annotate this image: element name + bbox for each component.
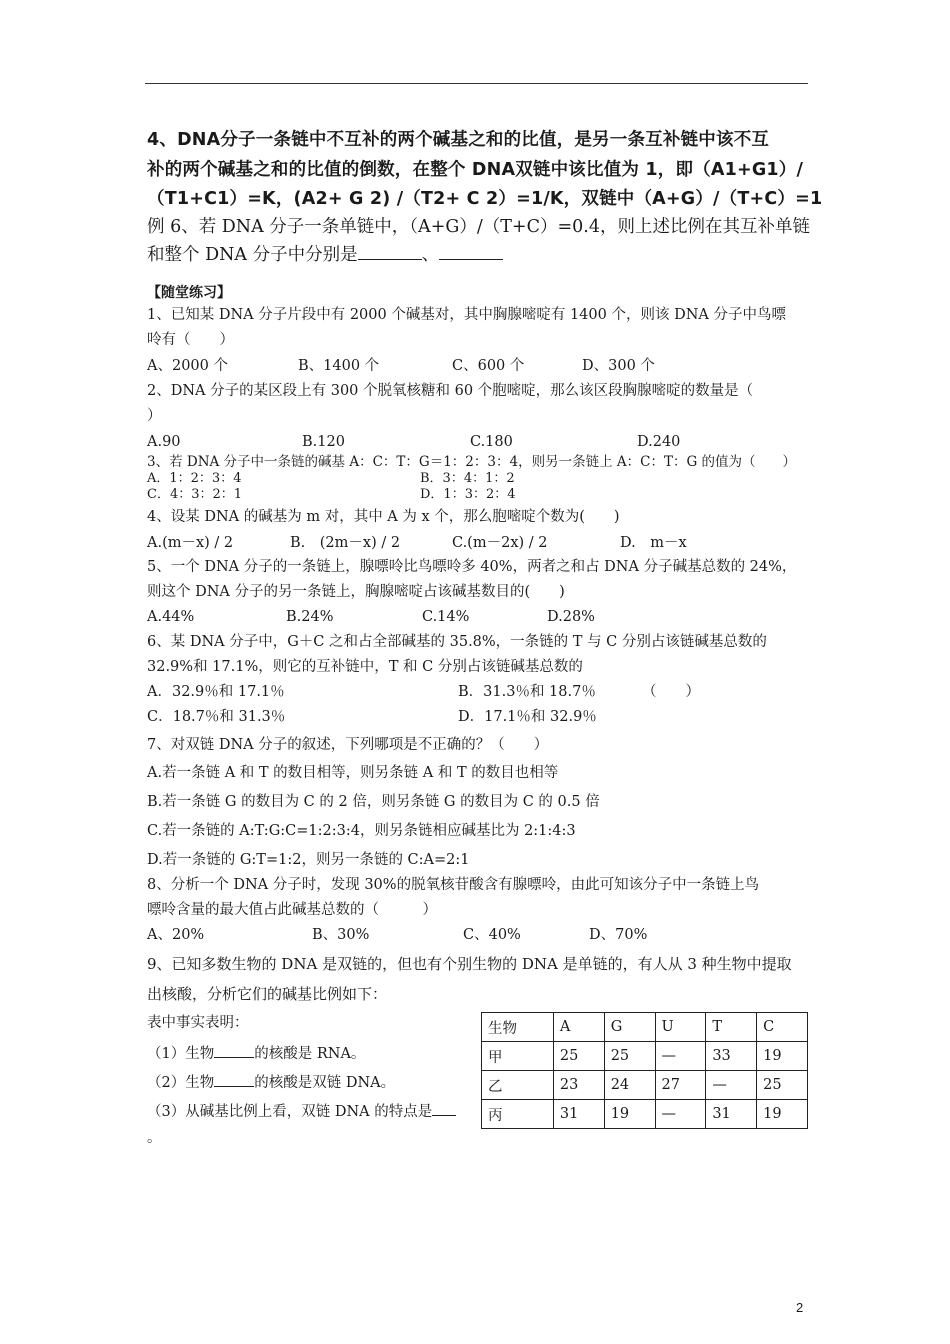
section4-line2: 补的两个碱基之和的比值的倒数，在整个 DNA双链中该比值为 1，即（A1+G1）/ (147, 160, 804, 180)
q2-line1: 2、DNA 分子的某区段上有 300 个脱氧核糖和 60 个胞嘧啶，那么该区段胸腺嘧啶的数量是（ (147, 383, 754, 399)
answer-blank-1[interactable] (358, 243, 422, 260)
q1-option-d: D、300 个 (582, 358, 655, 374)
q9-subq1-suffix: 的核酸是 RNA。 (254, 1046, 366, 1062)
q9-subq1 (147, 1041, 365, 1064)
q6-option-a: A．32.9％和 17.1％ (147, 684, 285, 700)
table-row (482, 1100, 808, 1129)
table-cell: 乙 (482, 1071, 554, 1100)
q9-subq2 (147, 1070, 395, 1093)
table-cell: — (655, 1042, 706, 1071)
q1-option-a: A、2000 个 (147, 358, 228, 374)
q9-subq1-blank[interactable] (214, 1041, 254, 1058)
q3-option-b: B．3：4：1：2 (420, 471, 515, 486)
q9-line1: 9、已知多数生物的 DNA 是双链的，但也有个别生物的 DNA 是单链的，有人从 3 种生物中提取 (147, 955, 792, 973)
table-cell: 19 (757, 1100, 808, 1129)
table-cell: 24 (604, 1071, 655, 1100)
q3-option-c: C．4：3：2：1 (147, 487, 243, 502)
table-cell: 25 (553, 1042, 604, 1071)
q9-subq2-prefix: （2）生物 (147, 1075, 215, 1091)
q2-line2: ） (147, 408, 162, 424)
q9-intro: 表中事实表明： (147, 1015, 249, 1031)
table-cell: 31 (553, 1100, 604, 1129)
q6-option-b: B．31.3％和 18.7％ (458, 684, 596, 700)
table-header-cell: T (706, 1013, 757, 1042)
q9-subq3-end: 。 (147, 1130, 162, 1146)
q4-option-b: B. (2m－x) / 2 (290, 535, 401, 551)
q3-option-d: D．1：3：2：4 (420, 487, 516, 502)
table-cell: 31 (706, 1100, 757, 1129)
q9-line2: 出核酸，分析它们的碱基比例如下： (147, 985, 388, 1003)
q1-option-b: B、1400 个 (298, 358, 380, 374)
q6-bracket: （ ） (642, 684, 700, 700)
table-cell: 27 (655, 1071, 706, 1100)
q5-option-a: A.44% (147, 609, 195, 625)
q7-option-b: B.若一条链 G 的数目为 C 的 2 倍，则另条链 G 的数目为 C 的 0.5 倍 (147, 794, 600, 810)
table-header-row (482, 1013, 808, 1042)
q2-option-d: D.240 (637, 434, 681, 450)
q2-option-c: C.180 (470, 434, 513, 450)
q9-subq2-blank[interactable] (214, 1070, 254, 1087)
section4-line3: （T1+C1）=K，(A2+ G 2) /（T2+ C 2）=1/K，双链中（A+G）/（T+C）=1 (147, 189, 823, 209)
q1-line2: 呤有（ ） (147, 332, 234, 348)
table-cell: 甲 (482, 1042, 554, 1071)
q5-option-b: B.24% (286, 609, 334, 625)
table-cell: 25 (757, 1071, 808, 1100)
example6-line2-text: 和整个 DNA 分子中分别是 (147, 245, 358, 265)
table-cell: — (706, 1071, 757, 1100)
table-cell: 19 (604, 1100, 655, 1129)
page-number: 2 (796, 1300, 804, 1315)
table-cell: 丙 (482, 1100, 554, 1129)
answer-blank-2[interactable] (439, 243, 503, 260)
q8-option-c: C、40% (463, 927, 521, 943)
table-cell: 33 (706, 1042, 757, 1071)
q7-line1: 7、对双链 DNA 分子的叙述，下列哪项是不正确的？（ ） (147, 737, 549, 753)
q8-option-a: A、20% (147, 927, 205, 943)
section4-line1: 4、DNA分子一条链中不互补的两个碱基之和的比值，是另一条互补链中该不互 (147, 130, 770, 150)
q4-option-d: D. m－x (620, 535, 687, 551)
q8-option-d: D、70% (589, 927, 648, 943)
q6-line1: 6、某 DNA 分子中，G＋C 之和占全部碱基的 35.8%，一条链的 T 与 C 分别占该链碱基总数的 (147, 634, 767, 650)
q6-option-d: D．17.1％和 32.9％ (458, 709, 597, 725)
table-header-cell: G (604, 1013, 655, 1042)
q3-line1: 3、若 DNA 分子中一条链的碱基 A：C：T：G＝1：2：3：4，则另一条链上 A：C：T：G 的值为（ ） (147, 454, 797, 470)
table-row (482, 1042, 808, 1071)
q8-line1: 8、分析一个 DNA 分子时，发现 30%的脱氧核苷酸含有腺嘌呤，由此可知该分子中一条链上鸟 (147, 877, 760, 893)
table-row (482, 1071, 808, 1100)
table-header-cell: U (655, 1013, 706, 1042)
q7-option-d: D.若一条链的 G:T=1:2，则另一条链的 C:A=2:1 (147, 852, 470, 868)
q9-subq2-suffix: 的核酸是双链 DNA。 (254, 1075, 396, 1091)
table-header-cell: A (553, 1013, 604, 1042)
q4-option-a: A.(m－x) / 2 (147, 535, 234, 551)
table-cell: 25 (604, 1042, 655, 1071)
q5-line2: 则这个 DNA 分子的另一条链上，胸腺嘧啶占该碱基数目的( ) (147, 584, 565, 600)
q1-option-c: C、600 个 (452, 358, 525, 374)
q5-option-d: D.28% (547, 609, 595, 625)
q2-option-a: A.90 (147, 434, 181, 450)
example6-line1: 例 6、若 DNA 分子一条单链中，（A+G）/（T+C）=0.4，则上述比例在其互补单链 (147, 217, 810, 237)
example6-separator: 、 (421, 245, 440, 265)
q5-option-c: C.14% (422, 609, 470, 625)
header-rule (145, 83, 808, 84)
q9-subq3-blank[interactable] (432, 1099, 456, 1116)
q2-option-b: B.120 (302, 434, 345, 450)
q5-line1: 5、一个 DNA 分子的一条链上，腺嘌呤比鸟嘌呤多 40%，两者之和占 DNA 分子碱基总数的 24%， (147, 559, 797, 575)
example6-line2 (147, 240, 827, 270)
q9-subq1-prefix: （1）生物 (147, 1046, 215, 1062)
table-header-cell: 生物 (482, 1013, 554, 1042)
q8-option-b: B、30% (312, 927, 370, 943)
q1-line1: 1、已知某 DNA 分子片段中有 2000 个碱基对，其中胸腺嘧啶有 1400 个，则该 DNA 分子中鸟嘌 (147, 307, 786, 323)
practice-heading: 【随堂练习】 (147, 285, 231, 301)
q9-subq3 (147, 1099, 456, 1122)
q8-line2: 嘌呤含量的最大值占此碱基总数的（ ） (147, 902, 437, 918)
base-ratio-table (481, 1012, 808, 1129)
q9-subq3-prefix: （3）从碱基比例上看，双链 DNA 的特点是 (147, 1104, 433, 1120)
table-cell: 19 (757, 1042, 808, 1071)
table-cell: — (655, 1100, 706, 1129)
q7-option-a: A.若一条链 A 和 T 的数目相等，则另条链 A 和 T 的数目也相等 (147, 765, 559, 781)
q6-option-c: C．18.7％和 31.3％ (147, 709, 286, 725)
q7-option-c: C.若一条链的 A:T:G:C=1:2:3:4，则另条链相应碱基比为 2:1:4:3 (147, 823, 576, 839)
table-cell: 23 (553, 1071, 604, 1100)
q6-line2: 32.9%和 17.1%，则它的互补链中，T 和 C 分别占该链碱基总数的 (147, 659, 583, 675)
table-header-cell: C (757, 1013, 808, 1042)
q4-option-c: C.(m－2x) / 2 (452, 535, 548, 551)
q3-option-a: A．1：2：3：4 (147, 471, 242, 486)
q4-line1: 4、设某 DNA 的碱基为 m 对，其中 A 为 x 个，那么胞嘧啶个数为( ) (147, 509, 620, 525)
